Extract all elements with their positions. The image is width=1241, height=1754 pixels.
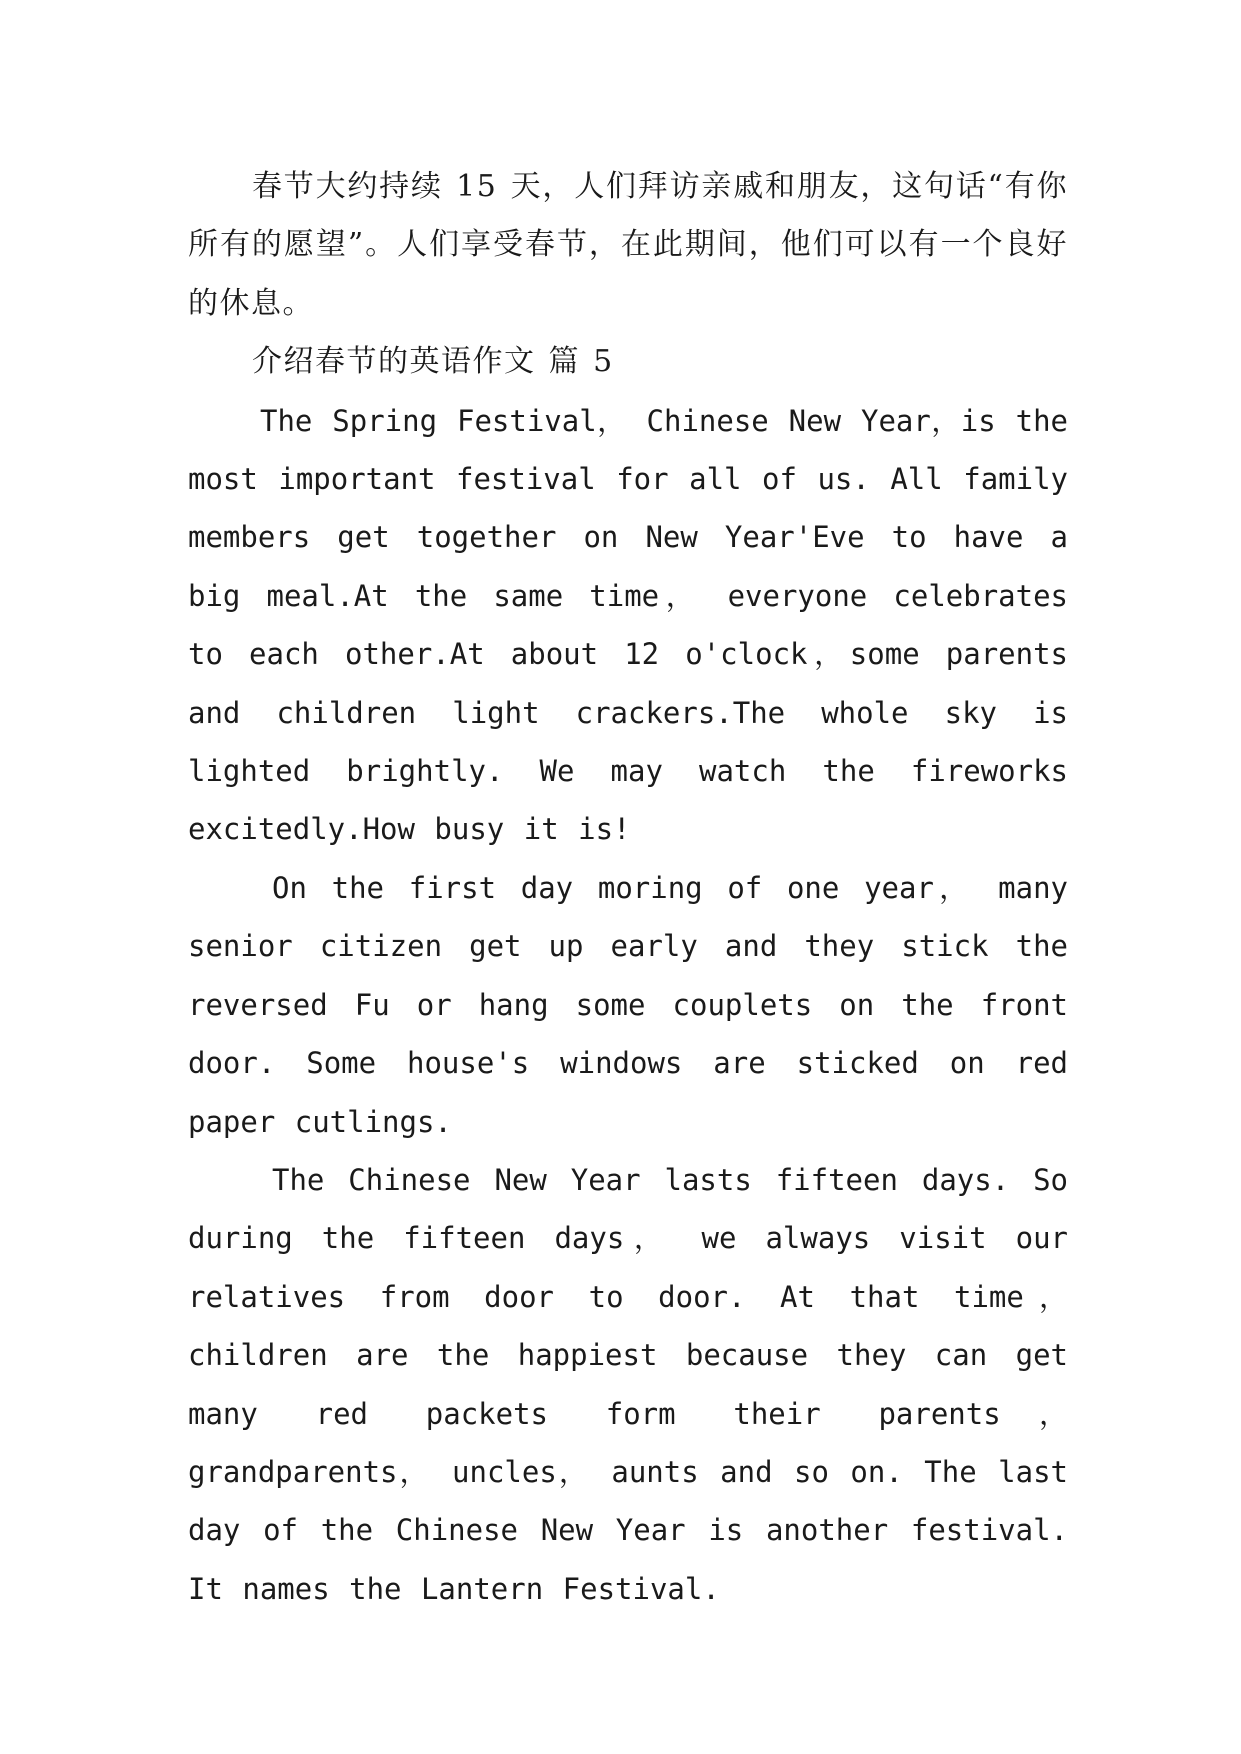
paragraph-english-2: On the first day moring of one year， many senior citizen get up early and they stick the reversed Fu or hang some couplets on the front door. Some house's windows are sticked on red paper cutlings. <box>188 870 1068 1139</box>
paragraph-english-3: The Chinese New Year lasts fifteen days. So during the fifteen days， we always visit our relatives from door to door. At that time， children are the happiest because they can get many red packets form their parents， grandparents， uncles， aunts and so on. The last day of the Chinese New Year is another festival. It names the Lantern Festival. <box>188 1162 1068 1606</box>
paragraph-chinese-intro: 春节大约持续 15 天，人们拜访亲戚和朋友，这句话“有你所有的愿望”。人们享受春节，在此期间，他们可以有一个良好的休息。 <box>188 169 1068 321</box>
document-page <box>188 158 1068 1618</box>
section-heading: 介绍春节的英语作文 篇 5 <box>252 344 614 380</box>
paragraph-english-1: The Spring Festival， Chinese New Year，is the most important festival for all of us. All family members get together on New Year'Eve to have a big meal.At the same time， everyone celebrates to each other.At about 12 o'clock，some parents and children light crackers.The whole sky is lighted brightly. We may watch the fireworks excitedly.How busy it is! <box>188 403 1068 847</box>
